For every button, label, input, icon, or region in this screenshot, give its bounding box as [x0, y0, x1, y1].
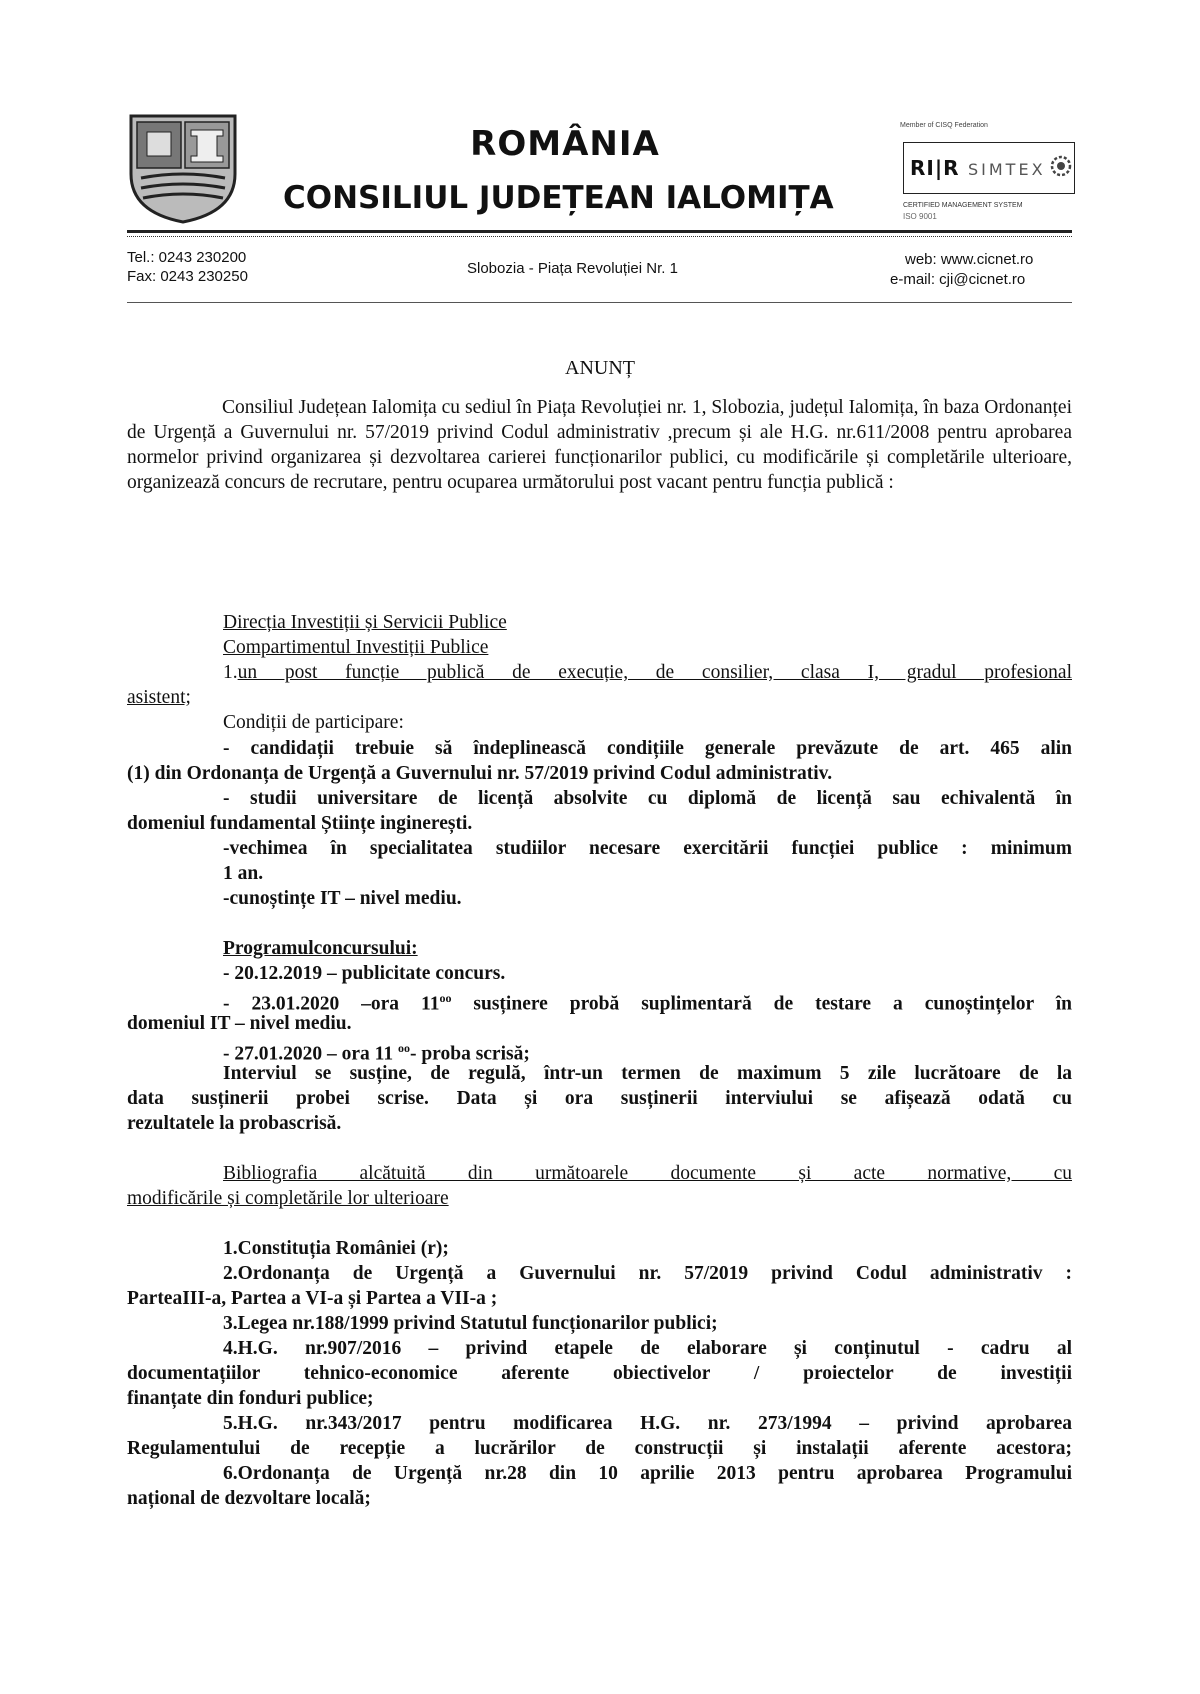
compartment-text: Compartimentul Investiții Publice: [223, 637, 489, 658]
fax-number: Fax: 0243 230250: [127, 268, 248, 285]
program-item-2-minutes: oo: [439, 991, 452, 1005]
bib-item-3: 3.Legea nr.188/1999 privind Statutul funcționarilor publici;: [223, 1313, 718, 1334]
country-heading: ROMÂNIA: [470, 124, 660, 164]
website: web: www.cicnet.ro: [905, 251, 1034, 268]
bib-item-5-line-2: Regulamentului de recepție a lucrărilor de construcții și instalații aferente acestora;: [127, 1438, 1072, 1459]
institution-heading: CONSILIUL JUDEȚEAN IALOMIȚA: [283, 180, 834, 216]
program-item-3-desc: - proba scrisă;: [409, 1043, 530, 1065]
bib-item-5-line-1: 5.H.G. nr.343/2017 pentru modificarea H.G. nr. 273/1994 – privind aprobarea: [223, 1413, 1072, 1434]
program-item-2-date: - 23.01.2020 –ora 11: [223, 993, 440, 1015]
bibliography-heading-1: Bibliografia alcătuită din următoarele documente și acte normative, cu: [223, 1163, 1072, 1184]
bib-item-2-line-1: 2.Ordonanța de Urgență a Guvernului nr. 57/2019 privind Codul administrativ :: [223, 1263, 1072, 1284]
post-number: 1.: [223, 662, 238, 683]
cert-iso-text: ISO 9001: [903, 212, 937, 221]
program-item-1: - 20.12.2019 – publicitate concurs.: [223, 963, 506, 984]
post-description: un post funcție publică de execuție, de consilier, clasa I, gradul profesional: [237, 662, 1072, 683]
address: Slobozia - Piața Revoluției Nr. 1: [467, 260, 678, 277]
cert-system-text: CERTIFIED MANAGEMENT SYSTEM: [903, 202, 1023, 209]
post-grade: asistent;: [127, 687, 191, 708]
condition-1-line-1: - candidații trebuie să îndeplinească condițiile generale prevăzute de art. 465 alin: [223, 738, 1072, 759]
condition-3-line-2: 1 an.: [223, 863, 264, 884]
interview-line-1: Interviul se susține, de regulă, într-un termen de maximum 5 zile lucrătoare de la: [223, 1063, 1072, 1084]
bib-item-4-line-2: documentațiilor tehnico-economice aferente obiectivelor / proiectelor de investiții: [127, 1363, 1072, 1384]
post-line-2: [127, 685, 1072, 710]
program-item-3-minutes: oo: [397, 1041, 410, 1055]
condition-1-line-2: (1) din Ordonanța de Urgență a Guvernului nr. 57/2019 privind Codul administrativ.: [127, 763, 833, 784]
bib-item-2-line-2: ParteaIII-a, Partea a VI-a și Partea a VII-a ;: [127, 1288, 498, 1309]
direction-text: Direcția Investiții și Servicii Publice: [223, 612, 507, 633]
direction-heading: [127, 610, 1168, 635]
bib-item-6-line-1: 6.Ordonanța de Urgență nr.28 din 10 aprilie 2013 pentru aprobarea Programului: [223, 1463, 1072, 1484]
bib-item-4-line-1: 4.H.G. nr.907/2016 – privind etapele de elaborare și conținutul - cadru al: [223, 1338, 1072, 1359]
intro-paragraph: [127, 395, 1072, 495]
bibliography-heading-2: modificările și completările lor ulterioare: [127, 1188, 449, 1209]
header-divider-dotted: [127, 236, 1072, 237]
cert-brand-text: RI|R: [910, 156, 960, 180]
post-line: [127, 660, 1072, 685]
condition-2-line-2: domeniul fundamental Științe inginerești.: [127, 813, 473, 834]
condition-3-line-1: -vechimea în specialitatea studiilor necesare exercitării funcției publice : minimum: [223, 838, 1072, 859]
compartment-heading: [127, 635, 1168, 660]
interview-line-2: data susținerii probei scrise. Data și ora susținerii interviului se afișează odată cu: [127, 1088, 1072, 1109]
program-title: Programulconcursului:: [223, 938, 418, 959]
condition-4: -cunoștințe IT – nivel mediu.: [223, 888, 462, 909]
program-item-2-line-2: domeniul IT – nivel mediu.: [127, 1013, 352, 1034]
intro-text: Consiliul Județean Ialomița cu sediul în Piața Revoluției nr. 1, Slobozia, județul Ialomița, în baza Ordonanței de Urgență a Guvernului nr. 57/2019 privind Codul administrativ ,precum și ale H.G. nr.611/2008 pentru aprobarea normelor privind organizarea și dezvoltarea carierei funcționarilor publici, cu modificările și completările ulterioare, organizează concurs de recrutare, pentru ocuparea următorului post vacant pentru funcția publică :: [127, 397, 1072, 493]
gear-icon: [1050, 155, 1072, 177]
cert-member-text: Member of CISQ Federation: [900, 122, 988, 129]
program-item-2-desc: susținere probă suplimentară de testare a cunoștințelor în: [451, 993, 1073, 1015]
document-title: ANUNȚ: [565, 357, 635, 379]
program-item-3-date: - 27.01.2020 – ora 11: [223, 1043, 398, 1065]
bib-item-6-line-2: național de dezvoltare locală;: [127, 1488, 371, 1509]
bib-item-1: 1.Constituția României (r);: [223, 1238, 449, 1259]
cert-partner-text: SIMTEX: [968, 160, 1046, 179]
header-divider: [127, 230, 1072, 233]
bib-item-4-line-3: finanțate din fonduri publice;: [127, 1388, 374, 1409]
interview-line-3: rezultatele la probascrisă.: [127, 1113, 342, 1134]
condition-2-line-1: - studii universitare de licență absolvite cu diplomă de licență sau echivalentă în: [223, 788, 1072, 809]
contact-divider: [127, 302, 1072, 303]
program-heading: [127, 936, 1168, 961]
phone-number: Tel.: 0243 230200: [127, 249, 247, 266]
email-address: e-mail: cji@cicnet.ro: [890, 271, 1026, 288]
conditions-heading: Condiții de participare:: [223, 712, 404, 733]
